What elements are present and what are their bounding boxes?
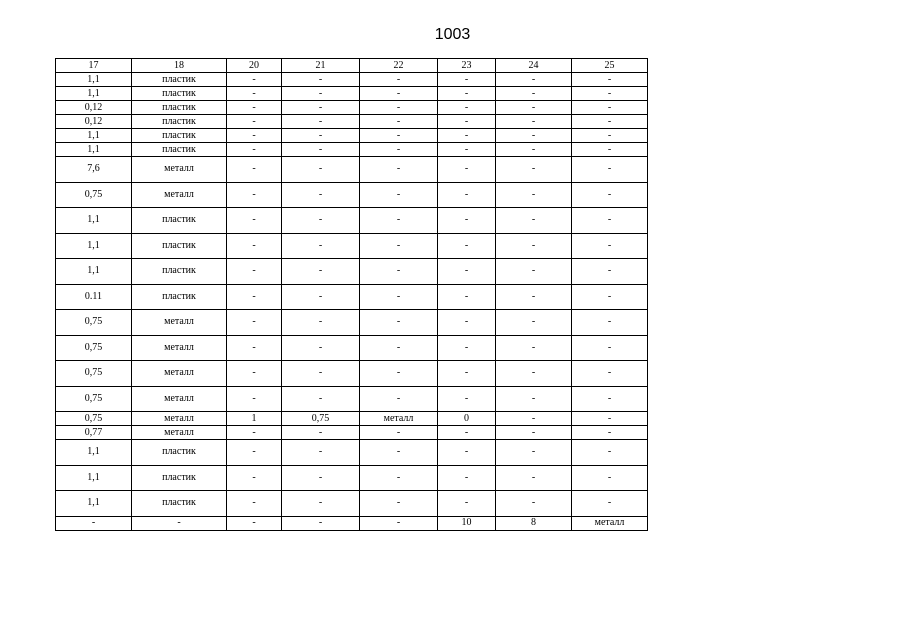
table-cell: -	[496, 129, 572, 143]
table-cell: -	[572, 115, 648, 129]
table-cell: -	[282, 182, 360, 208]
table-cell: -	[282, 426, 360, 440]
column-header: 17	[56, 59, 132, 73]
table-cell: -	[227, 361, 282, 387]
table-cell: -	[572, 440, 648, 466]
table-cell: -	[496, 386, 572, 412]
table-cell: пластик	[132, 284, 227, 310]
table-cell: -	[282, 335, 360, 361]
table-row	[56, 335, 648, 361]
table-cell: -	[227, 233, 282, 259]
table-cell: 0,75	[56, 412, 132, 426]
table-cell: -	[572, 310, 648, 336]
table-cell: -	[360, 516, 438, 530]
table-cell: -	[282, 157, 360, 183]
table-cell: -	[438, 259, 496, 285]
column-header: 18	[132, 59, 227, 73]
table-cell: -	[282, 208, 360, 234]
table-cell: -	[360, 208, 438, 234]
table-cell: металл	[360, 412, 438, 426]
table-body	[56, 59, 648, 531]
table-cell: -	[572, 284, 648, 310]
table-cell: -	[496, 73, 572, 87]
table-cell: 7,6	[56, 157, 132, 183]
table-row	[56, 259, 648, 285]
table-cell: -	[282, 73, 360, 87]
table-cell: -	[360, 310, 438, 336]
table-cell: металл	[132, 335, 227, 361]
table-cell: металл	[132, 361, 227, 387]
table-cell: 1,1	[56, 73, 132, 87]
table-cell: -	[227, 259, 282, 285]
table-cell: 1,1	[56, 491, 132, 517]
table-cell: -	[360, 361, 438, 387]
table-cell: -	[282, 87, 360, 101]
table-cell: -	[360, 335, 438, 361]
table-cell: 0,75	[56, 182, 132, 208]
table-cell: -	[360, 129, 438, 143]
table-cell: пластик	[132, 208, 227, 234]
table-row	[56, 115, 648, 129]
table-cell: -	[282, 386, 360, 412]
table-cell: -	[360, 73, 438, 87]
table-cell: -	[572, 259, 648, 285]
table-cell: 0,75	[56, 361, 132, 387]
table-cell: -	[227, 73, 282, 87]
table-cell: -	[496, 491, 572, 517]
table-cell: -	[572, 412, 648, 426]
table-cell: -	[572, 157, 648, 183]
table-cell: -	[496, 440, 572, 466]
table-cell: -	[227, 516, 282, 530]
table-cell: пластик	[132, 115, 227, 129]
data-table	[55, 58, 648, 531]
table-cell: -	[282, 233, 360, 259]
table-cell: 0,12	[56, 115, 132, 129]
table-cell: 0,77	[56, 426, 132, 440]
table-cell: -	[360, 491, 438, 517]
table-cell: 8	[496, 516, 572, 530]
table-cell: -	[282, 310, 360, 336]
table-cell: -	[360, 259, 438, 285]
table-cell: -	[496, 208, 572, 234]
table-cell: 0,75	[282, 412, 360, 426]
table-cell: 0,75	[56, 310, 132, 336]
table-cell: 1,1	[56, 143, 132, 157]
table-cell: металл	[132, 310, 227, 336]
table-cell: -	[282, 440, 360, 466]
table-cell: 10	[438, 516, 496, 530]
table-cell: -	[496, 426, 572, 440]
table-cell: -	[227, 115, 282, 129]
table-cell: -	[438, 157, 496, 183]
table-cell: -	[227, 310, 282, 336]
table-cell: 0	[438, 412, 496, 426]
table-cell: -	[227, 143, 282, 157]
table-cell: -	[572, 386, 648, 412]
table-cell: -	[496, 465, 572, 491]
table-row	[56, 491, 648, 517]
table-cell: -	[572, 233, 648, 259]
table-row	[56, 284, 648, 310]
table-cell: пластик	[132, 491, 227, 517]
table-cell: -	[572, 426, 648, 440]
table-cell: пластик	[132, 101, 227, 115]
column-header: 21	[282, 59, 360, 73]
table-row	[56, 157, 648, 183]
table-cell: 0,75	[56, 335, 132, 361]
table-cell: -	[360, 143, 438, 157]
table-cell: 1,1	[56, 465, 132, 491]
table-cell: -	[282, 284, 360, 310]
table-cell: пластик	[132, 259, 227, 285]
table-cell: -	[496, 101, 572, 115]
table-row	[56, 143, 648, 157]
table-cell: металл	[132, 182, 227, 208]
table-cell: -	[282, 129, 360, 143]
table-cell: пластик	[132, 143, 227, 157]
table-cell: -	[227, 157, 282, 183]
table-cell: -	[572, 361, 648, 387]
table-cell: -	[360, 426, 438, 440]
table-cell: пластик	[132, 233, 227, 259]
table-cell: -	[282, 491, 360, 517]
table-cell: -	[496, 233, 572, 259]
table-cell: -	[282, 259, 360, 285]
column-header: 20	[227, 59, 282, 73]
table-cell: -	[438, 208, 496, 234]
table-row	[56, 73, 648, 87]
table-cell: металл	[132, 412, 227, 426]
table-cell: -	[438, 426, 496, 440]
table-cell: -	[360, 386, 438, 412]
table-cell: -	[496, 259, 572, 285]
table-cell: -	[438, 284, 496, 310]
table-cell: 0,12	[56, 101, 132, 115]
table-cell: -	[496, 87, 572, 101]
table-cell: -	[438, 386, 496, 412]
table-cell: -	[438, 115, 496, 129]
table-row	[56, 310, 648, 336]
table-cell: -	[227, 87, 282, 101]
table-cell: -	[438, 361, 496, 387]
table-row	[56, 426, 648, 440]
table-cell: -	[438, 101, 496, 115]
table-cell: -	[438, 440, 496, 466]
table-cell: -	[572, 335, 648, 361]
table-cell: -	[438, 335, 496, 361]
table-cell: -	[438, 87, 496, 101]
table-row	[56, 233, 648, 259]
table-cell: -	[132, 516, 227, 530]
table-cell: 1,1	[56, 440, 132, 466]
table-cell: -	[438, 182, 496, 208]
table-row	[56, 182, 648, 208]
table-cell: -	[360, 87, 438, 101]
table-cell: 1,1	[56, 233, 132, 259]
table-cell: 1	[227, 412, 282, 426]
table-cell: -	[227, 426, 282, 440]
table-cell: -	[56, 516, 132, 530]
table-cell: -	[282, 361, 360, 387]
table-cell: пластик	[132, 73, 227, 87]
table-cell: -	[572, 73, 648, 87]
table-row	[56, 208, 648, 234]
table-row	[56, 129, 648, 143]
table-cell: пластик	[132, 465, 227, 491]
table-header-row	[56, 59, 648, 73]
table-cell: 1,1	[56, 208, 132, 234]
table-cell: -	[496, 143, 572, 157]
table-cell: -	[360, 440, 438, 466]
table-cell: -	[227, 386, 282, 412]
table-cell: металл	[132, 386, 227, 412]
table-cell: пластик	[132, 440, 227, 466]
table-cell: -	[572, 491, 648, 517]
table-cell: 1,1	[56, 129, 132, 143]
table-cell: -	[438, 129, 496, 143]
table-row	[56, 412, 648, 426]
table-cell: -	[572, 465, 648, 491]
table-cell: 1,1	[56, 87, 132, 101]
table-cell: -	[227, 284, 282, 310]
table-cell: -	[572, 101, 648, 115]
table-row	[56, 101, 648, 115]
table-cell: -	[227, 129, 282, 143]
table-cell: 0.11	[56, 284, 132, 310]
table-cell: -	[572, 129, 648, 143]
table-row	[56, 516, 648, 530]
table-cell: 0,75	[56, 386, 132, 412]
table-cell: -	[282, 465, 360, 491]
table-cell: -	[360, 157, 438, 183]
table-row	[56, 440, 648, 466]
table-row	[56, 87, 648, 101]
table-cell: -	[360, 233, 438, 259]
table-cell: пластик	[132, 129, 227, 143]
column-header: 23	[438, 59, 496, 73]
column-header: 22	[360, 59, 438, 73]
table-cell: -	[227, 440, 282, 466]
table-cell: -	[227, 335, 282, 361]
table-cell: -	[572, 208, 648, 234]
table-cell: -	[572, 182, 648, 208]
column-header: 24	[496, 59, 572, 73]
table-cell: -	[360, 115, 438, 129]
table-cell: -	[282, 101, 360, 115]
table-row	[56, 465, 648, 491]
table-row	[56, 361, 648, 387]
table-cell: -	[227, 101, 282, 115]
table-cell: металл	[132, 426, 227, 440]
table-cell: -	[496, 157, 572, 183]
table-cell: -	[227, 465, 282, 491]
table-cell: -	[496, 284, 572, 310]
table-cell: -	[360, 101, 438, 115]
table-cell: -	[496, 412, 572, 426]
table-cell: -	[572, 87, 648, 101]
table-cell: -	[282, 115, 360, 129]
table-cell: -	[496, 310, 572, 336]
table-cell: -	[282, 143, 360, 157]
table-cell: -	[496, 335, 572, 361]
table-cell: -	[496, 115, 572, 129]
column-header: 25	[572, 59, 648, 73]
table-cell: металл	[572, 516, 648, 530]
table-cell: -	[227, 491, 282, 517]
table-cell: -	[438, 465, 496, 491]
table-cell: -	[438, 310, 496, 336]
table-cell: 1,1	[56, 259, 132, 285]
table-cell: -	[496, 182, 572, 208]
table-cell: -	[438, 73, 496, 87]
table-row	[56, 386, 648, 412]
table-cell: пластик	[132, 87, 227, 101]
table-cell: -	[496, 361, 572, 387]
table-cell: -	[227, 182, 282, 208]
table-cell: -	[360, 465, 438, 491]
table-cell: -	[438, 491, 496, 517]
table-cell: -	[438, 143, 496, 157]
page-number: 1003	[434, 26, 471, 43]
table-cell: -	[572, 143, 648, 157]
table-cell: -	[438, 233, 496, 259]
table-cell: -	[360, 284, 438, 310]
table-cell: металл	[132, 157, 227, 183]
table-cell: -	[227, 208, 282, 234]
table-cell: -	[282, 516, 360, 530]
table-cell: -	[360, 182, 438, 208]
